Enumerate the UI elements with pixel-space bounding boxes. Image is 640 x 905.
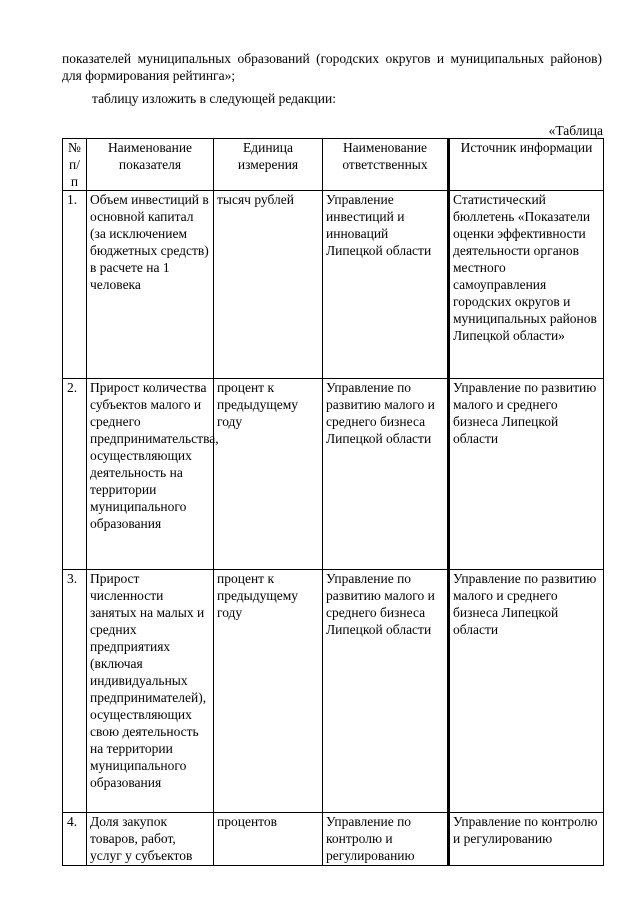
row-number: 2.: [63, 379, 87, 570]
indicator-name: Доля закупок товаров, работ, услуг у субъектов: [87, 813, 214, 866]
indicator-unit: процентов: [214, 813, 323, 866]
header-responsible: Наименование ответственных: [323, 139, 449, 191]
indicator-source: Управление по развитию малого и среднего бизнеса Липецкой области: [449, 379, 604, 570]
indicator-source: Управление по контролю и регулированию: [449, 813, 604, 866]
table-row: [63, 379, 604, 570]
indicator-unit: процент к предыдущему году: [214, 570, 323, 813]
header-num: № п/п: [63, 139, 87, 191]
indicator-responsible: Управление по развитию малого и среднего бизнеса Липецкой области: [323, 379, 449, 570]
table-header-row: [63, 139, 604, 191]
row-number: 1.: [63, 191, 87, 379]
table-row: [63, 813, 604, 866]
indicator-source: Статистический бюллетень «Показатели оценки эффективности деятельности органов местного самоуправления городских округов и муниципальных районов Липецкой области»: [449, 191, 604, 379]
table-caption: «Таблица: [548, 123, 603, 138]
indicator-source: Управление по развитию малого и среднего бизнеса Липецкой области: [449, 570, 604, 813]
indicator-name: Прирост количества субъектов малого и среднего предпринимательства, осуществляющих деятельность на территории муниципального образования: [87, 379, 214, 570]
header-unit: Единица измерения: [214, 139, 323, 191]
indicator-responsible: Управление по развитию малого и среднего бизнеса Липецкой области: [323, 570, 449, 813]
table-row: [63, 191, 604, 379]
row-number: 4.: [63, 813, 87, 866]
rating-indicators-table: [62, 138, 604, 866]
indicator-responsible: Управление по контролю и регулированию: [323, 813, 449, 866]
row-number: 3.: [63, 570, 87, 813]
intro-instruction: таблицу изложить в следующей редакции:: [92, 91, 336, 106]
header-indicator-name: Наименование показателя: [87, 139, 214, 191]
indicator-unit: процент к предыдущему году: [214, 379, 323, 570]
indicator-name: Объем инвестиций в основной капитал (за исключением бюджетных средств) в расчете на 1 человека: [87, 191, 214, 379]
table-row: [63, 570, 604, 813]
indicator-responsible: Управление инвестиций и инноваций Липецкой области: [323, 191, 449, 379]
intro-paragraph: показателей муниципальных образований (городских округов и муниципальных районов) для формирования рейтинга»;: [62, 51, 602, 83]
header-source: Источник информации: [449, 139, 604, 191]
indicator-unit: тысяч рублей: [214, 191, 323, 379]
indicator-name: Прирост численности занятых на малых и средних предприятиях (включая индивидуальных предпринимателей), осуществляющих свою деятельность на территории муниципального образования: [87, 570, 214, 813]
